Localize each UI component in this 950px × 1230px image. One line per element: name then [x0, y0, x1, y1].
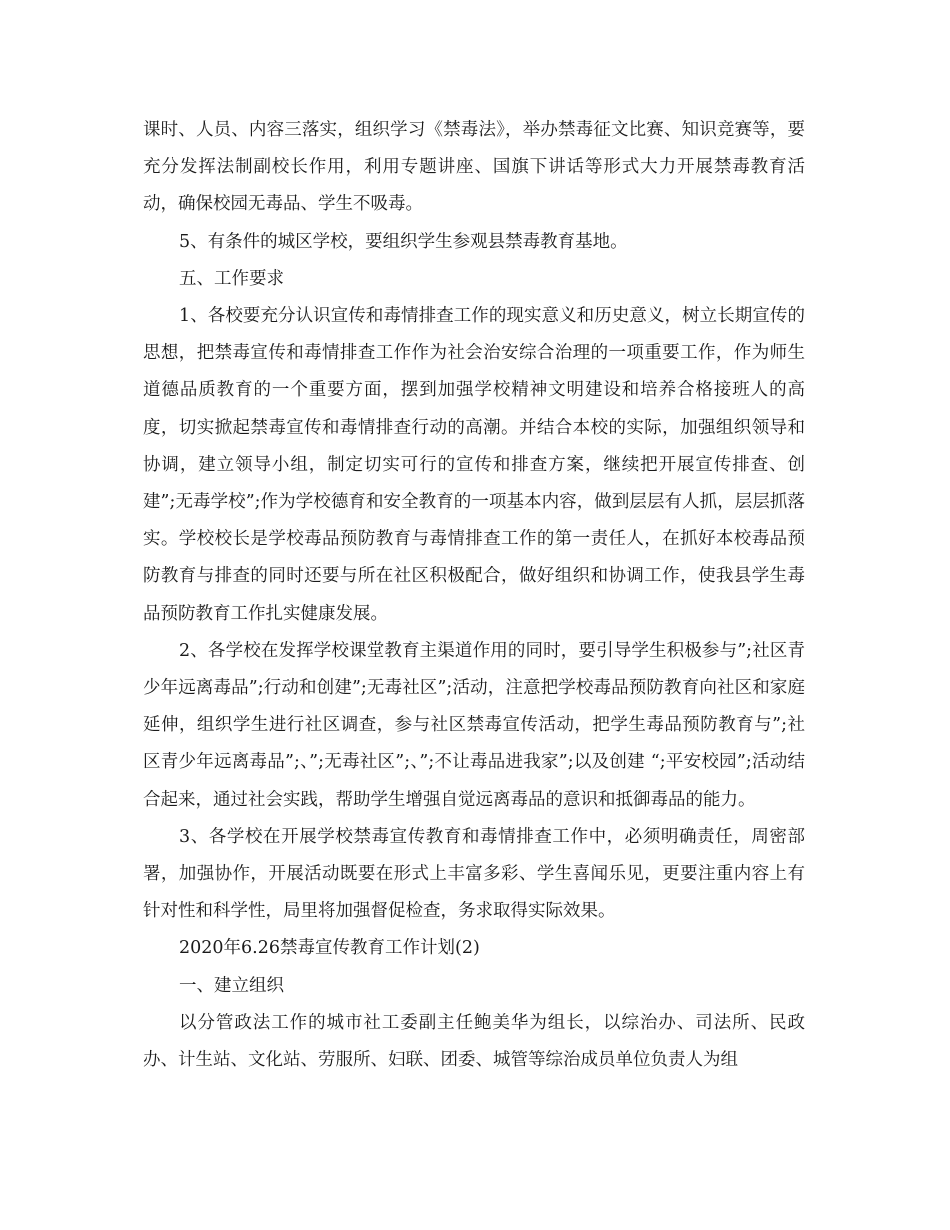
document-subtitle: 2020年6.26禁毒宣传教育工作计划(2)	[179, 938, 480, 959]
section-heading-organization: 一、建立组织	[179, 975, 284, 996]
paragraph-requirement-1: 1、各校要充分认识宣传和毒情排查工作的现实意义和历史意义，树立长期宣传的思想，把禁毒宣传和毒情排查工作作为社会治安综合治理的一项重要工作，作为师生道德品质教育的一个重要方面，摆到加强学校精神文明建设和培养合格接班人的高度，切实掀起禁毒宣传和毒情排查行动的高潮。并结合本校的实际，加强组织领导和协调，建立领导小组，制定切实可行的宣传和排查方案，继续把开展宣传排查、创建”;无毒学校”;作为学校德育和安全教育的一项基本内容，做到层层有人抓，层层抓落实。学校校长是学校毒品预防教育与毒情排查工作的第一责任人，在抓好本校毒品预防教育与排查的同时还要与所在社区积极配合，做好组织和协调工作，使我县学生毒品预防教育工作扎实健康发展。	[143, 306, 805, 624]
paragraph-continuation: 课时、人员、内容三落实，组织学习《禁毒法》，举办禁毒征文比赛、知识竞赛等，要充分发挥法制副校长作用，利用专题讲座、国旗下讲话等形式大力开展禁毒教育活动，确保校园无毒品、学生不吸毒。	[143, 120, 805, 215]
paragraph-item-5: 5、有条件的城区学校，要组织学生参观县禁毒教育基地。	[179, 231, 628, 252]
document-page	[143, 112, 805, 1079]
paragraph-organization: 以分管政法工作的城市社工委副主任鲍美华为组长，以综治办、司法所、民政办、计生站、文化站、劳服所、妇联、团委、城管等综治成员单位负责人为组	[143, 1012, 805, 1071]
paragraph-requirement-2: 2、各学校在发挥学校课堂教育主渠道作用的同时，要引导学生积极参与”;社区青少年远离毒品”;行动和创建”;无毒社区”;活动，注意把学校毒品预防教育向社区和家庭延伸，组织学生进行社区调查，参与社区禁毒宣传活动，把学生毒品预防教育与”;社区青少年远离毒品”;、”;无毒社区”;、”;不让毒品进我家”;以及创建 “;平安校园”;活动结合起来，通过社会实践，帮助学生增强自觉远离毒品的意识和抵御毒品的能力。	[143, 640, 805, 810]
section-heading-work-requirements: 五、工作要求	[179, 268, 284, 289]
paragraph-requirement-3: 3、各学校在开展学校禁毒宣传教育和毒情排查工作中，必须明确责任，周密部署，加强协作，开展活动既要在形式上丰富多彩、学生喜闻乐见，更要注重内容上有针对性和科学性，局里将加强督促检查，务求取得实际效果。	[143, 826, 805, 922]
